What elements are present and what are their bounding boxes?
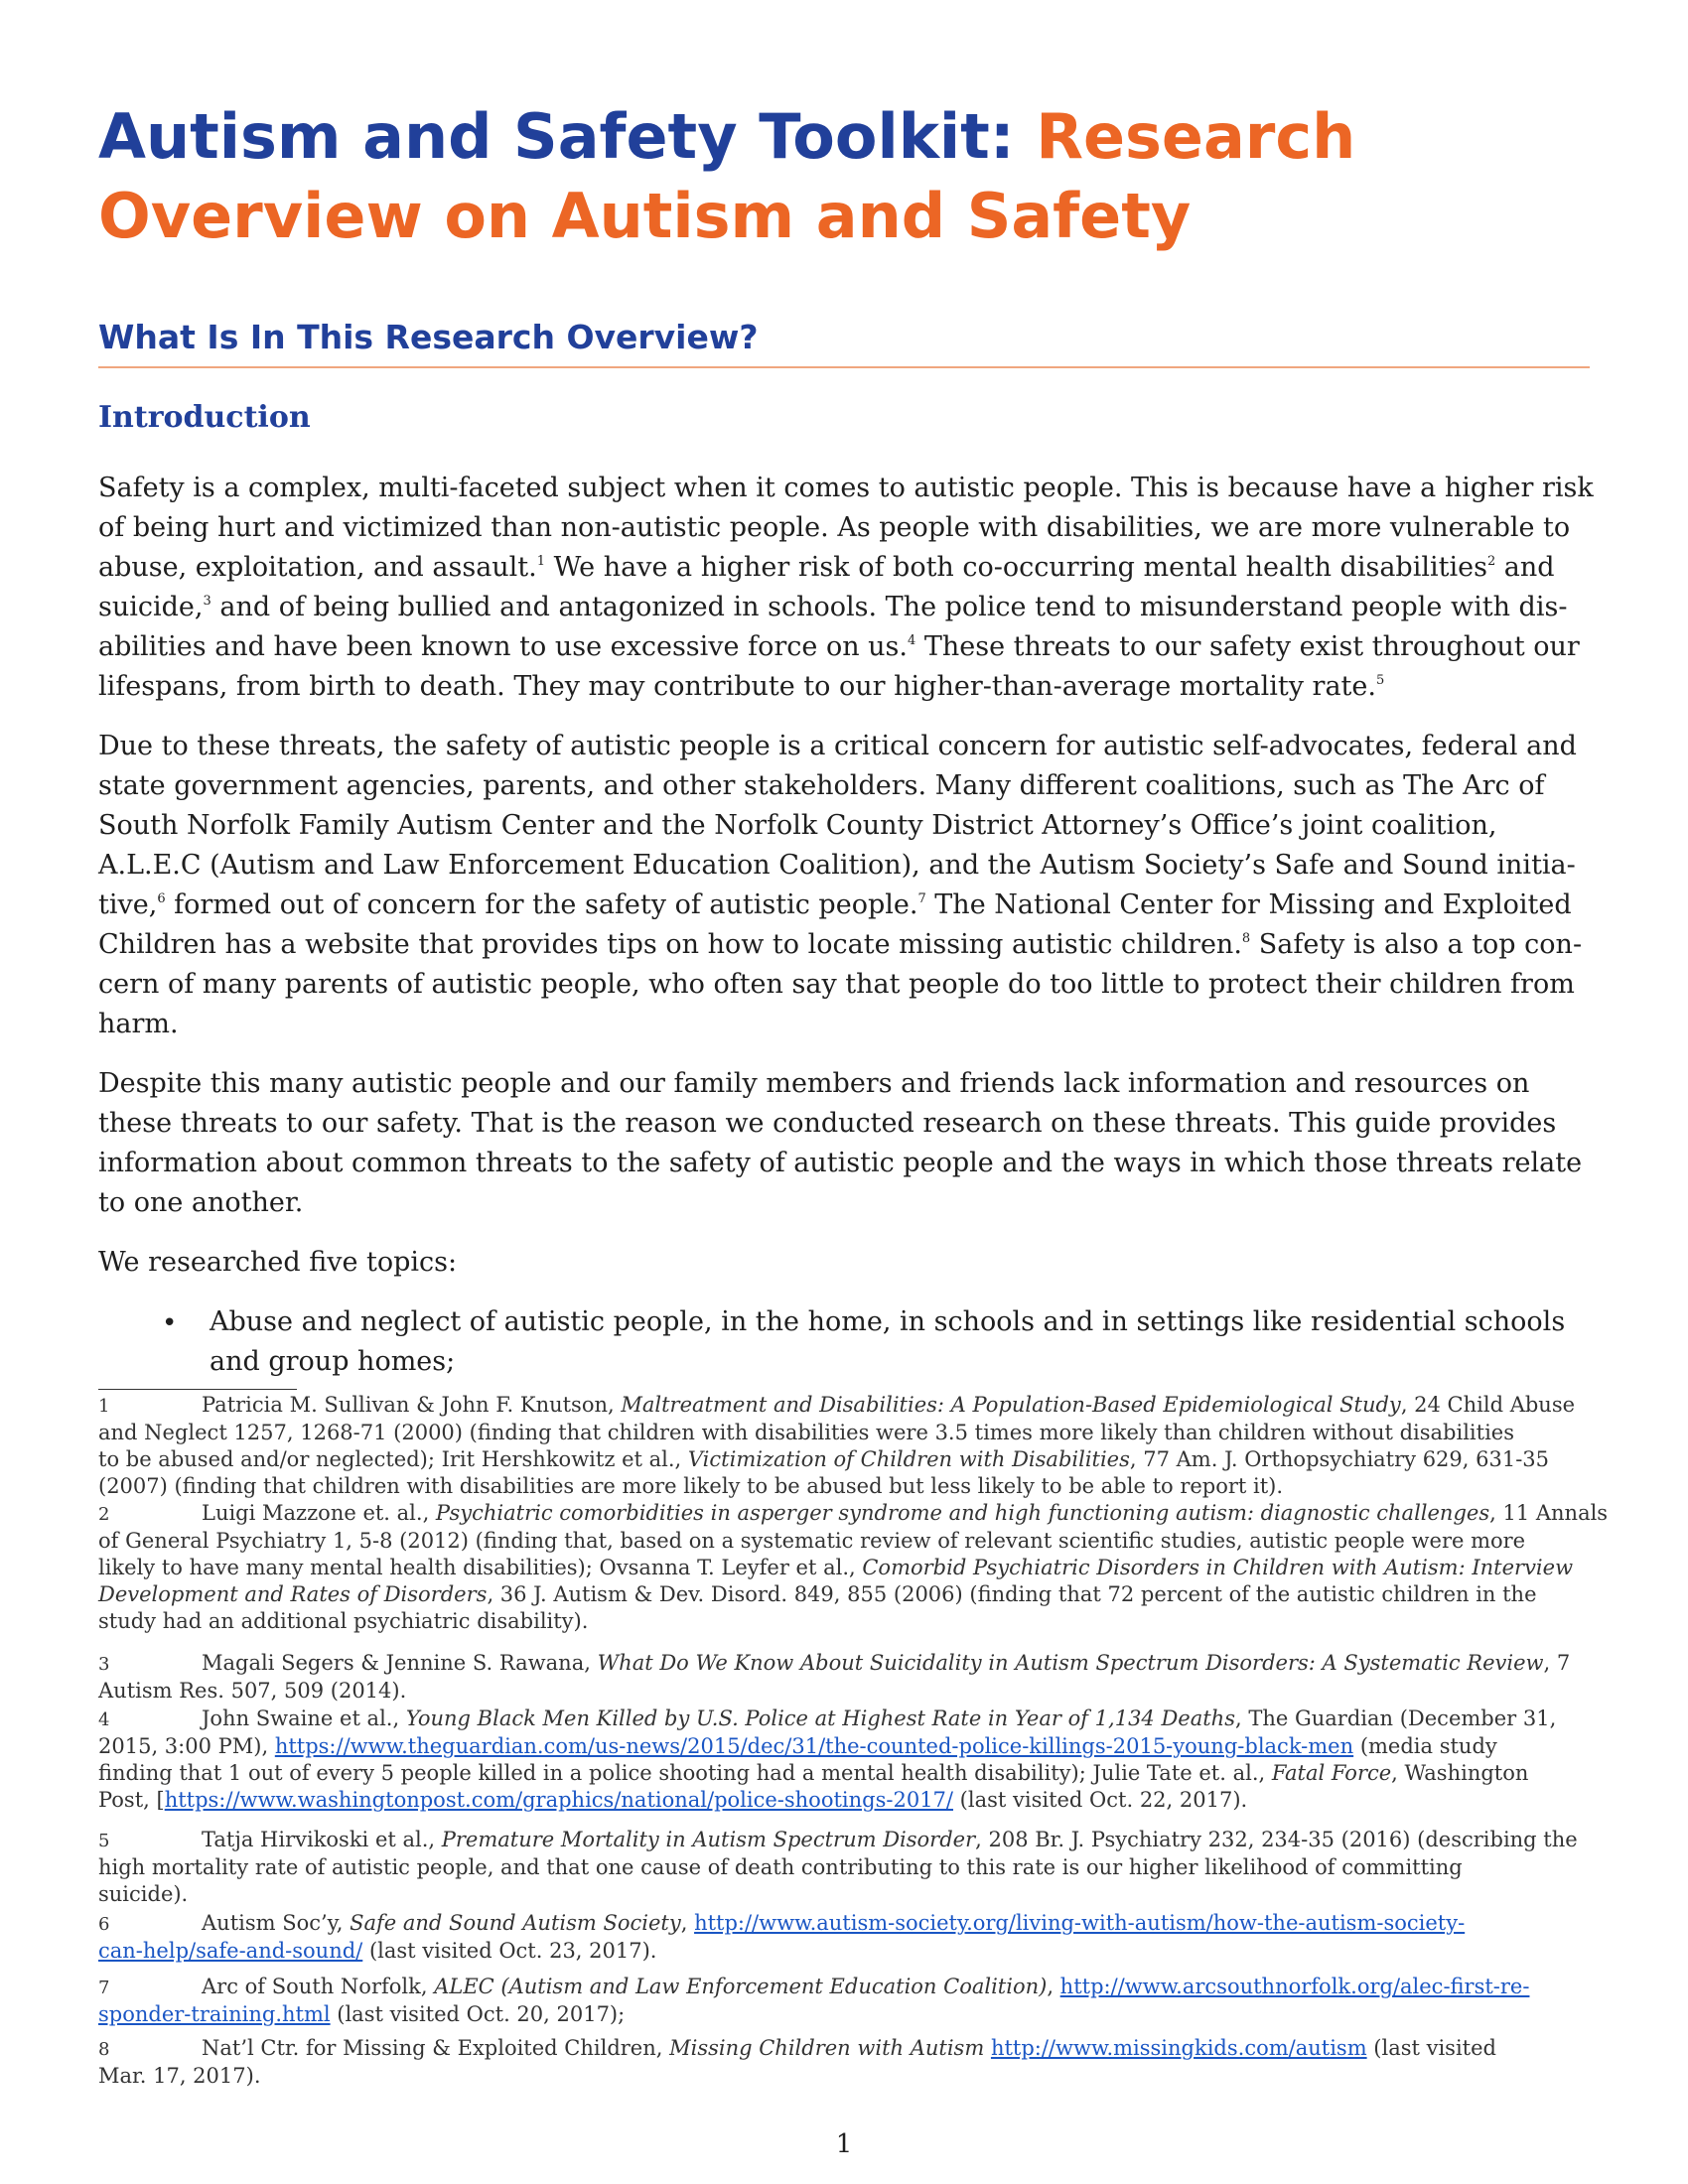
paragraph-line: suicide,$^3$ and of being bullied and antagonized in schools. The police tend to misunderstand people with dis-	[98, 592, 1568, 622]
footnote-number: 2	[98, 1504, 110, 1525]
paragraph-line: lifespans, from birth to death. They may contribute to our higher-than-average mortality rate.$^5$	[98, 671, 1385, 702]
subheading-introduction: Introduction	[98, 400, 311, 435]
paragraph-line: abilities and have been known to use excessive force on us.$^4$ These threats to our safety exist throughout our	[98, 631, 1580, 662]
page-number: 1	[835, 2129, 853, 2159]
autism-society-link-cont[interactable]: can-help/safe-and-sound/	[98, 1939, 363, 1963]
footnote-ref-7[interactable]: 7	[917, 891, 926, 906]
autism-society-link[interactable]: http://www.autism-society.org/living-with-autism/how-the-autism-society-	[694, 1911, 1466, 1935]
footnote-number: 1	[98, 1396, 110, 1417]
footnote-ref-8[interactable]: 8	[1241, 931, 1251, 946]
paragraph-line: Safety is a complex, multi-faceted subject when it comes to autistic people. This is because have a higher risk	[98, 473, 1594, 503]
paragraph-1	[98, 469, 1594, 707]
footnote-number: 8	[98, 2039, 110, 2060]
footnote-1: 1 Patricia M. Sullivan & John F. Knutson, Maltreatment and Disabilities: A Population-Based Epidemiological Study, 24 Child Abuse and Neglect 1257, 1268-71 (2000) (finding that children with disabilities were 3.5 times more likely than children without disabilities to be abused and/or neglected); Irit Hershkowitz et al., Victimization of Children with Disabilities, 77 Am. J. Orthopsychiatry 629, 631-35 (2007) (finding that children with disabilities are more likely to be abused but less likely to be able to report it).	[98, 1393, 1576, 1498]
footnote-number: 7	[98, 1978, 110, 1998]
footnote-7: 7 Arc of South Norfolk, ALEC (Autism and Law Enforcement Education Coalition), http://www.arcsouthnorfolk.org/alec-first-re- sponder-training.html (last visited Oct. 20, 2017);	[98, 1975, 1530, 2026]
section-heading: What Is In This Research Overview?	[98, 318, 759, 356]
paragraph-line: state government agencies, parents, and other stakeholders. Many different coalitions, such as The Arc of	[98, 770, 1545, 801]
bullet-line: and group homes;	[210, 1346, 456, 1377]
paragraph-3	[98, 1064, 1588, 1223]
guardian-link[interactable]: https://www.theguardian.com/us-news/2015/dec/31/the-counted-police-killings-2015-young-black-men	[274, 1734, 1354, 1758]
paragraph-line: to one another.	[98, 1187, 304, 1218]
footnote-ref-1[interactable]: 1	[536, 554, 546, 569]
footnote-4: 4 John Swaine et al., Young Black Men Killed by U.S. Police at Highest Rate in Year of 1,134 Deaths, The Guardian (December 31, 2015, 3:00 PM), https://www.theguardian.com/us-news/2015/dec/31/the-counted-police-killings-2015-young-black-men (media study finding that 1 out of every 5 people killed in a police shooting had a mental health disability); Julie Tate et. al., Fatal Force, Washington Post, [https://www.washingtonpost.com/graphics/national/police-shootings-2017/ (last visited Oct. 22, 2017).	[98, 1706, 1557, 1812]
footnote-ref-3[interactable]: 3	[203, 594, 211, 609]
page-title	[98, 97, 1608, 256]
footnote-number: 3	[98, 1654, 110, 1675]
footnote-8: 8 Nat’l Ctr. for Missing & Exploited Children, Missing Children with Autism http://www.missingkids.com/autism (last visited Mar. 17, 2017).	[98, 2036, 1496, 2088]
washington-post-link[interactable]: https://www.washingtonpost.com/graphics/national/police-shootings-2017/	[164, 1788, 953, 1812]
paragraph-line: harm.	[98, 1009, 179, 1039]
paragraph-4: We researched five topics:	[98, 1247, 458, 1278]
arc-south-norfolk-link[interactable]: http://www.arcsouthnorfolk.org/alec-first-re-	[1059, 1975, 1530, 1998]
footnote-number: 5	[98, 1831, 110, 1851]
footnote-separator	[98, 1389, 297, 1390]
paragraph-line: South Norfolk Family Autism Center and the Norfolk County District Attorney’s Office’s joint coalition,	[98, 810, 1497, 841]
paragraph-line: of being hurt and victimized than non-autistic people. As people with disabilities, we are more vulnerable to	[98, 512, 1571, 543]
footnote-number: 4	[98, 1709, 110, 1730]
footnote-5: 5 Tatja Hirvikoski et al., Premature Mortality in Autism Spectrum Disorder, 208 Br. J. Psychiatry 232, 234-35 (2016) (describing the high mortality rate of autistic people, and that one cause of death contributing to this rate is our higher likelihood of committing suicide).	[98, 1828, 1578, 1906]
paragraph-line: abuse, exploitation, and assault.$^1$ We have a higher risk of both co-occurring mental health disabilities$^2$ and	[98, 552, 1555, 583]
paragraph-line: information about common threats to the safety of autistic people and the ways in which those threats relate	[98, 1148, 1583, 1178]
paragraph-line: tive,$^6$ formed out of concern for the safety of autistic people.$^7$ The National Center for Missing and Exploited	[98, 889, 1572, 920]
footnote-ref-2[interactable]: 2	[1486, 554, 1496, 569]
bullet-line: Abuse and neglect of autistic people, in the home, in schools and in settings like residential schools	[210, 1306, 1566, 1337]
footnote-ref-5[interactable]: 5	[1375, 673, 1385, 688]
footnote-3: 3 Magali Segers & Jennine S. Rawana, What Do We Know About Suicidality in Autism Spectrum Disorders: A Systematic Review, 7 Autism Res. 507, 509 (2014).	[98, 1651, 1571, 1703]
section-divider	[98, 366, 1590, 368]
paragraph-line: cern of many parents of autistic people, who often say that people do too little to protect their children from	[98, 969, 1575, 1000]
paragraph-line: these threats to our safety. That is the reason we conducted research on these threats. This guide provides	[98, 1108, 1557, 1139]
footnote-number: 6	[98, 1914, 110, 1935]
paragraph-line: Due to these threats, the safety of autistic people is a critical concern for autistic self-advocates, federal and	[98, 731, 1577, 761]
title-blue-part: Autism and Safety Toolkit:	[98, 100, 1037, 173]
title-orange-part-1: Research	[1036, 100, 1356, 173]
paragraph-2	[98, 727, 1588, 1044]
title-orange-part-2: Overview on Autism and Safety	[98, 180, 1192, 252]
footnote-2: 2 Luigi Mazzone et. al., Psychiatric comorbidities in asperger syndrome and high functioning autism: diagnostic challenges, 11 Annals of General Psychiatry 1, 5-8 (2012) (finding that, based on a systematic review of relevant scientific studies, autistic people were more likely to have many mental health disabilities); Ovsanna T. Leyfer et al., Comorbid Psychiatric Disorders in Children with Autism: Interview Development and Rates of Disorders, 36 J. Autism & Dev. Disord. 849, 855 (2006) (finding that 72 percent of the autistic children in the study had an additional psychiatric disability).	[98, 1501, 1609, 1633]
footnote-ref-6[interactable]: 6	[157, 891, 166, 906]
bullet-item-1	[210, 1302, 1600, 1382]
footnote-6: 6 Autism Soc’y, Safe and Sound Autism Society, http://www.autism-society.org/living-with-autism/how-the-autism-society- can-help/safe-and-sound/ (last visited Oct. 23, 2017).	[98, 1911, 1466, 1963]
arc-south-norfolk-link-cont[interactable]: sponder-training.html	[98, 2002, 331, 2026]
paragraph-line: Children has a website that provides tips on how to locate missing autistic children.$^8$ Safety is also a top con-	[98, 929, 1583, 960]
missing-kids-link[interactable]: http://www.missingkids.com/autism	[990, 2036, 1367, 2060]
bullet-icon: •	[162, 1308, 178, 1338]
paragraph-line: Despite this many autistic people and our family members and friends lack information and resources on	[98, 1068, 1530, 1099]
footnote-ref-4[interactable]: 4	[908, 633, 916, 648]
paragraph-line: A.L.E.C (Autism and Law Enforcement Education Coalition), and the Autism Society’s Safe and Sound initia-	[98, 850, 1576, 881]
